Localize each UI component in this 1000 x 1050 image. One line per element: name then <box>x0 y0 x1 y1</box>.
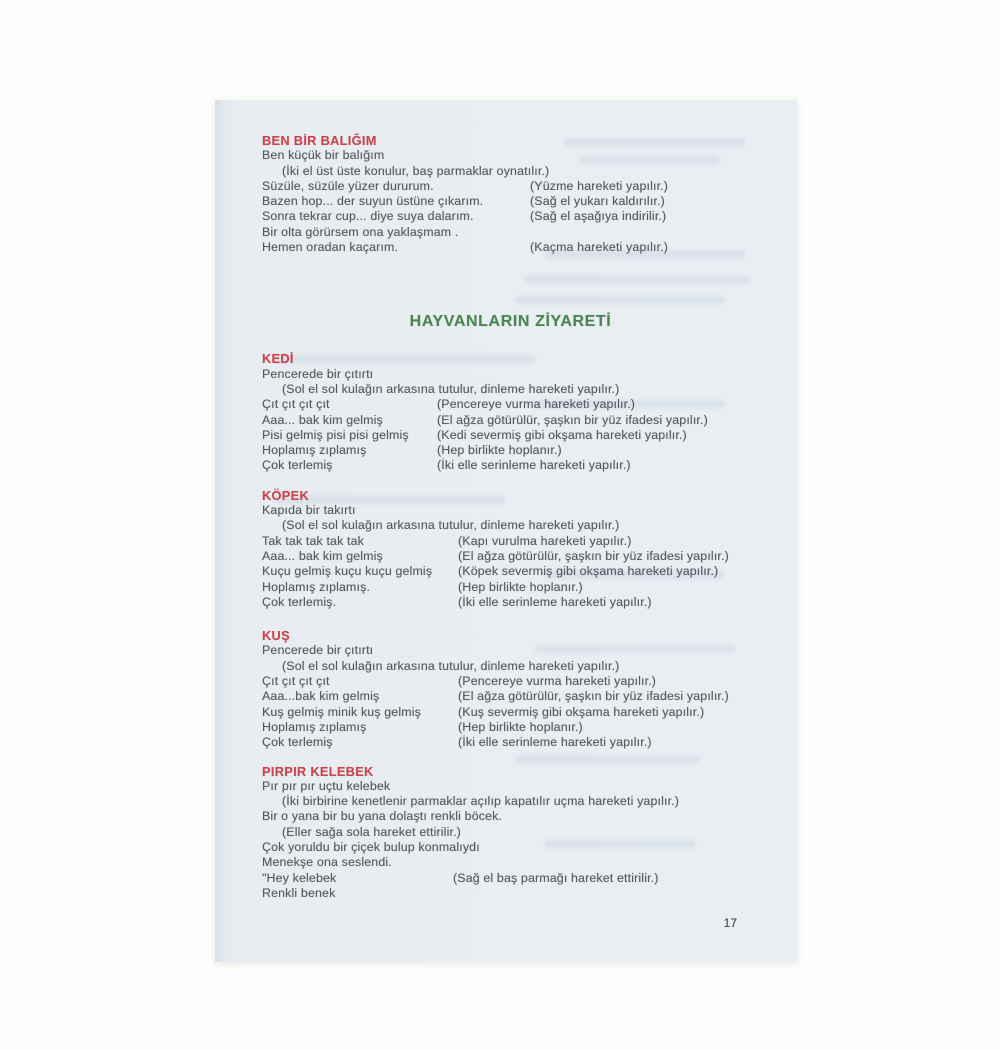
poem-line <box>262 428 759 443</box>
lyric-text: Çok terlemiş <box>262 735 333 750</box>
poem-title: BEN BİR BALIĞIM <box>262 133 377 148</box>
action-text: (Kaçma hareketi yapılır.) <box>530 240 669 255</box>
lyric-text: Hoplamış zıplamış <box>262 443 367 458</box>
action-text: (Sağ el aşağıya indirilir.) <box>530 209 667 224</box>
lyric-text: Hoplamış zıplamış. <box>262 579 371 594</box>
poem-line <box>262 871 759 886</box>
lyric-text: Hemen oradan kaçarım. <box>262 240 399 255</box>
poem-line <box>262 518 759 533</box>
lyric-text: Hoplamış zıplamış <box>262 719 367 734</box>
poem-line <box>262 179 759 194</box>
lyric-text: Renkli benek <box>262 885 336 900</box>
action-text: (Hep birlikte hoplanır.) <box>458 719 583 734</box>
action-text: (İki birbirine kenetlenir parmaklar açılıp kapatılır uçma hareketi yapılır.) <box>282 794 680 809</box>
poem-line <box>262 240 759 255</box>
poem-kopek <box>262 488 759 610</box>
action-text: (Kuş severmiş gibi okşama hareketi yapılır.) <box>458 704 705 719</box>
lyric-text: Kapıda bir takırtı <box>262 503 356 518</box>
lyric-text: Bir o yana bir bu yana dolaştı renkli böcek. <box>262 809 503 824</box>
poem-line <box>262 225 759 240</box>
lyric-text: Pencerede bir çıtırtı <box>262 643 374 658</box>
action-text: (El ağza götürülür, şaşkın bir yüz ifadesi yapılır.) <box>437 412 708 427</box>
book-page <box>215 100 797 962</box>
poem-line <box>262 148 759 163</box>
poem-line <box>262 580 759 595</box>
action-text: (El ağza götürülür, şaşkın bir yüz ifadesi yapılır.) <box>458 548 729 563</box>
poem-line <box>262 564 759 579</box>
poem-kedi <box>262 351 759 473</box>
lyric-text: Çok terlemiş. <box>262 594 337 609</box>
action-text: (Hep birlikte hoplanır.) <box>437 443 562 458</box>
action-text: (İki elle serinleme hareketi yapılır.) <box>458 594 652 609</box>
poem-line <box>262 735 759 750</box>
lyric-text: Bazen hop... der suyun üstüne çıkarım. <box>262 194 484 209</box>
poem-title: PIRPIR KELEBEK <box>262 763 374 779</box>
poem-line <box>262 886 759 901</box>
lyric-text: Çok terlemiş <box>262 458 333 473</box>
lyric-text: Çıt çıt çıt çıt <box>262 397 330 412</box>
action-text: (Eller sağa sola hareket ettirilir.) <box>282 824 461 839</box>
lyric-text: Çıt çıt çıt çıt <box>262 674 330 689</box>
action-text: (Hep birlikte hoplanır.) <box>458 579 583 594</box>
lyric-text: Pencerede bir çıtırtı <box>262 366 374 381</box>
poem-line <box>262 855 759 870</box>
poem-line <box>262 503 759 518</box>
lyric-text: Pır pır pır uçtu kelebek <box>262 778 391 793</box>
poem-line <box>262 720 759 735</box>
action-text: (Kapı vurulma hareketi yapılır.) <box>458 533 632 548</box>
poem-line <box>262 534 759 549</box>
poem-line <box>262 458 759 473</box>
action-text: (El ağza götürülür, şaşkın bir yüz ifadesi yapılır.) <box>458 689 729 704</box>
action-text: (Köpek severmiş gibi okşama hareketi yapılır.) <box>458 564 719 579</box>
poem-line <box>262 549 759 564</box>
lyric-text: Pisi gelmiş pisi pisi gelmiş <box>262 427 409 442</box>
lyric-text: Menekşe ona seslendi. <box>262 855 392 870</box>
poem-line <box>262 794 759 809</box>
action-text: (Sol el sol kulağın arkasına tutulur, dinleme hareketi yapılır.) <box>282 658 620 673</box>
poem-kus <box>262 628 759 750</box>
lyric-text: Sonra tekrar cup... diye suya dalarım. <box>262 209 474 224</box>
poem-ben-bir-baligim <box>262 133 759 255</box>
action-text: (Pencereye vurma hareketi yapılır.) <box>458 674 657 689</box>
page-content <box>215 100 797 901</box>
page-number: 17 <box>723 916 737 930</box>
poem-line <box>262 367 759 382</box>
action-text: (Pencereye vurma hareketi yapılır.) <box>437 397 636 412</box>
poem-title: KEDİ <box>262 351 294 367</box>
poem-title: KUŞ <box>262 628 290 644</box>
poem-line <box>262 825 759 840</box>
poem-line <box>262 443 759 458</box>
poem-line <box>262 595 759 610</box>
action-text: (Sağ el baş parmağı hareket ettirilir.) <box>453 870 659 885</box>
poem-line <box>262 397 759 412</box>
lyric-text: Ben küçük bir balığım <box>262 148 385 163</box>
poem-line <box>262 689 759 704</box>
poem-line <box>262 659 759 674</box>
lyric-text: Tak tak tak tak tak <box>262 533 365 548</box>
poem-line <box>262 840 759 855</box>
action-text: (İki el üst üste konulur, baş parmaklar oynatılır.) <box>282 163 550 178</box>
section-heading: HAYVANLARIN ZİYARETİ <box>409 313 612 331</box>
poem-line <box>262 382 759 397</box>
action-text: (Sol el sol kulağın arkasına tutulur, dinleme hareketi yapılır.) <box>282 518 620 533</box>
poem-line <box>262 194 759 209</box>
lyric-text: Çok yoruldu bir çiçek bulup konmalıydı <box>262 839 480 854</box>
poem-title: KÖPEK <box>262 487 310 503</box>
action-text: (Kedi severmiş gibi okşama hareketi yapılır.) <box>437 427 687 442</box>
lyric-text: "Hey kelebek <box>262 870 337 885</box>
poem-line <box>262 779 759 794</box>
poem-line <box>262 413 759 428</box>
lyric-text: Bir olta görürsem ona yaklaşmam . <box>262 224 459 239</box>
action-text: (Sağ el yukarı kaldırılır.) <box>530 194 665 209</box>
poem-line <box>262 705 759 720</box>
lyric-text: Aaa... bak kim gelmiş <box>262 412 383 427</box>
poem-line <box>262 809 759 824</box>
poem-line <box>262 674 759 689</box>
poem-line <box>262 164 759 179</box>
poem-line <box>262 209 759 224</box>
action-text: (İki elle serinleme hareketi yapılır.) <box>458 735 652 750</box>
lyric-text: Aaa...bak kim gelmiş <box>262 689 380 704</box>
action-text: (İki elle serinleme hareketi yapılır.) <box>437 458 631 473</box>
poem-line <box>262 643 759 658</box>
lyric-text: Süzüle, süzüle yüzer dururum. <box>262 178 434 193</box>
lyric-text: Kuş gelmiş minik kuş gelmiş <box>262 704 421 719</box>
action-text: (Yüzme hareketi yapılır.) <box>530 178 669 193</box>
lyric-text: Aaa... bak kim gelmiş <box>262 548 383 563</box>
lyric-text: Kuçu gelmiş kuçu kuçu gelmiş <box>262 564 433 579</box>
action-text: (Sol el sol kulağın arkasına tutulur, dinleme hareketi yapılır.) <box>282 381 620 396</box>
poem-pirpir-kelebek <box>262 764 759 902</box>
